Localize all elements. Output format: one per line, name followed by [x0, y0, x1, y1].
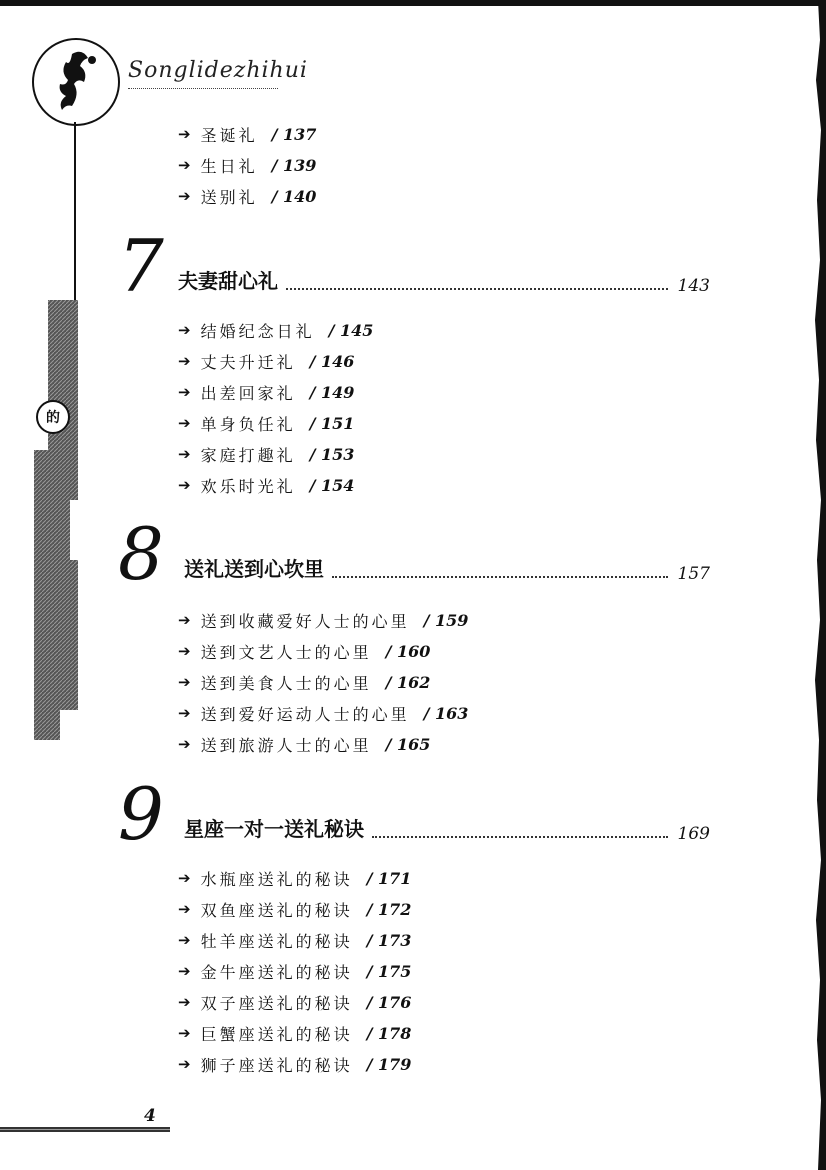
toc-entry: [178, 318, 373, 342]
chapter-heading: [118, 772, 710, 856]
arrow-icon: ➔: [178, 187, 191, 205]
toc-entry-label: 送到旅游人士的心里: [200, 735, 372, 755]
arrow-icon: ➔: [178, 321, 191, 339]
toc-entry-page: / 163: [423, 703, 469, 723]
toc-entry-label: 送到文艺人士的心里: [200, 642, 372, 662]
toc-entry-page: / 162: [385, 672, 431, 692]
toc-entry: [178, 701, 468, 725]
toc-entry: [178, 866, 411, 890]
toc-entry-label: 牡羊座送礼的秘诀: [200, 931, 353, 951]
header-title: Songlidezhihui: [128, 58, 308, 83]
toc-entry-page: / 139: [271, 155, 317, 175]
arrow-icon: ➔: [178, 931, 191, 949]
page-number: 4: [144, 1106, 156, 1126]
arrow-icon: ➔: [178, 993, 191, 1011]
chapter-title: 星座一对一送礼秘诀: [184, 817, 364, 841]
toc-entry-label: 送到收藏爱好人士的心里: [200, 611, 410, 631]
arrow-icon: ➔: [178, 352, 191, 370]
toc-entry-page: / 146: [309, 351, 355, 371]
toc-entry: [178, 1021, 411, 1045]
toc-entry-page: / 175: [366, 961, 412, 981]
toc-entry: [178, 897, 411, 921]
arrow-icon: ➔: [178, 476, 191, 494]
bottom-rule: [0, 1126, 170, 1134]
arrow-icon: ➔: [178, 673, 191, 691]
arrow-icon: ➔: [178, 1055, 191, 1073]
toc-entry-label: 送到美食人士的心里: [200, 673, 372, 693]
chapter-heading: [118, 512, 710, 596]
arrow-icon: ➔: [178, 414, 191, 432]
toc-entry: [178, 122, 316, 146]
toc-entry: [178, 639, 430, 663]
toc-entry: [178, 380, 354, 404]
toc-entry-page: / 165: [385, 734, 431, 754]
toc-entry-page: / 140: [271, 186, 317, 206]
toc-entry-label: 送到爱好运动人士的心里: [200, 704, 410, 724]
toc-entry: [178, 473, 354, 497]
arrow-icon: ➔: [178, 156, 191, 174]
arrow-icon: ➔: [178, 445, 191, 463]
figure-icon: [34, 40, 118, 124]
toc-entry-label: 双鱼座送礼的秘诀: [200, 900, 353, 920]
toc-entry-label: 丈夫升迁礼: [200, 352, 296, 372]
chapter-title: 夫妻甜心礼: [178, 269, 278, 293]
arrow-icon: ➔: [178, 1024, 191, 1042]
toc-entry: [178, 928, 411, 952]
toc-entry-label: 单身负任礼: [200, 414, 296, 434]
torn-page-edge: [812, 0, 826, 1170]
dot-leader: [372, 836, 668, 838]
logo-emblem: [32, 38, 120, 126]
arrow-icon: ➔: [178, 383, 191, 401]
toc-entry: [178, 608, 468, 632]
chapter-number: 9: [118, 772, 164, 856]
chapter-page: 169: [677, 824, 710, 844]
toc-entry-page: / 172: [366, 899, 412, 919]
dot-leader: [286, 288, 668, 290]
toc-entry-page: / 151: [309, 413, 355, 433]
toc-entry-page: / 154: [309, 475, 355, 495]
toc-entry-page: / 137: [271, 124, 317, 144]
toc-entry-label: 圣诞礼: [200, 125, 258, 145]
chapter-heading: [118, 224, 710, 308]
toc-entry: [178, 411, 354, 435]
toc-entry: [178, 670, 430, 694]
toc-entry-page: / 176: [366, 992, 412, 1012]
side-decoration-band: [30, 300, 78, 740]
chapter-page: 157: [677, 564, 710, 584]
side-decoration-char: 的: [36, 400, 70, 434]
arrow-icon: ➔: [178, 735, 191, 753]
toc-entry-label: 双子座送礼的秘诀: [200, 993, 353, 1013]
toc-entry: [178, 990, 411, 1014]
chapter-page: 143: [677, 276, 710, 296]
arrow-icon: ➔: [178, 704, 191, 722]
arrow-icon: ➔: [178, 869, 191, 887]
toc-entry-page: / 179: [366, 1054, 412, 1074]
toc-entry-page: / 149: [309, 382, 355, 402]
arrow-icon: ➔: [178, 611, 191, 629]
arrow-icon: ➔: [178, 125, 191, 143]
toc-entry-label: 金牛座送礼的秘诀: [200, 962, 353, 982]
toc-entry-label: 家庭打趣礼: [200, 445, 296, 465]
toc-entry-label: 狮子座送礼的秘诀: [200, 1055, 353, 1075]
toc-entry-label: 送别礼: [200, 187, 258, 207]
toc-entry: [178, 1052, 411, 1076]
toc-entry-page: / 145: [328, 320, 374, 340]
toc-entry-page: / 153: [309, 444, 355, 464]
toc-entry-page: / 173: [366, 930, 412, 950]
chapter-number: 7: [118, 224, 164, 308]
toc-entry-page: / 178: [366, 1023, 412, 1043]
toc-entry: [178, 184, 316, 208]
toc-entry-label: 水瓶座送礼的秘诀: [200, 869, 353, 889]
arrow-icon: ➔: [178, 642, 191, 660]
toc-entry-label: 结婚纪念日礼: [200, 321, 315, 341]
toc-entry-label: 巨蟹座送礼的秘诀: [200, 1024, 353, 1044]
top-border: [0, 0, 826, 6]
toc-entry: [178, 153, 316, 177]
dot-leader: [332, 576, 668, 578]
toc-entry: [178, 442, 354, 466]
toc-entry-page: / 159: [423, 610, 469, 630]
toc-entry: [178, 959, 411, 983]
toc-entry-page: / 160: [385, 641, 431, 661]
toc-entry-label: 出差回家礼: [200, 383, 296, 403]
chapter-title: 送礼送到心坎里: [184, 557, 324, 581]
toc-entry: [178, 349, 354, 373]
chapter-number: 8: [118, 512, 164, 596]
toc-entry: [178, 732, 430, 756]
toc-entry-label: 生日礼: [200, 156, 258, 176]
toc-entry-label: 欢乐时光礼: [200, 476, 296, 496]
arrow-icon: ➔: [178, 962, 191, 980]
toc-entry-page: / 171: [366, 868, 412, 888]
arrow-icon: ➔: [178, 900, 191, 918]
header-rule: [128, 88, 278, 89]
